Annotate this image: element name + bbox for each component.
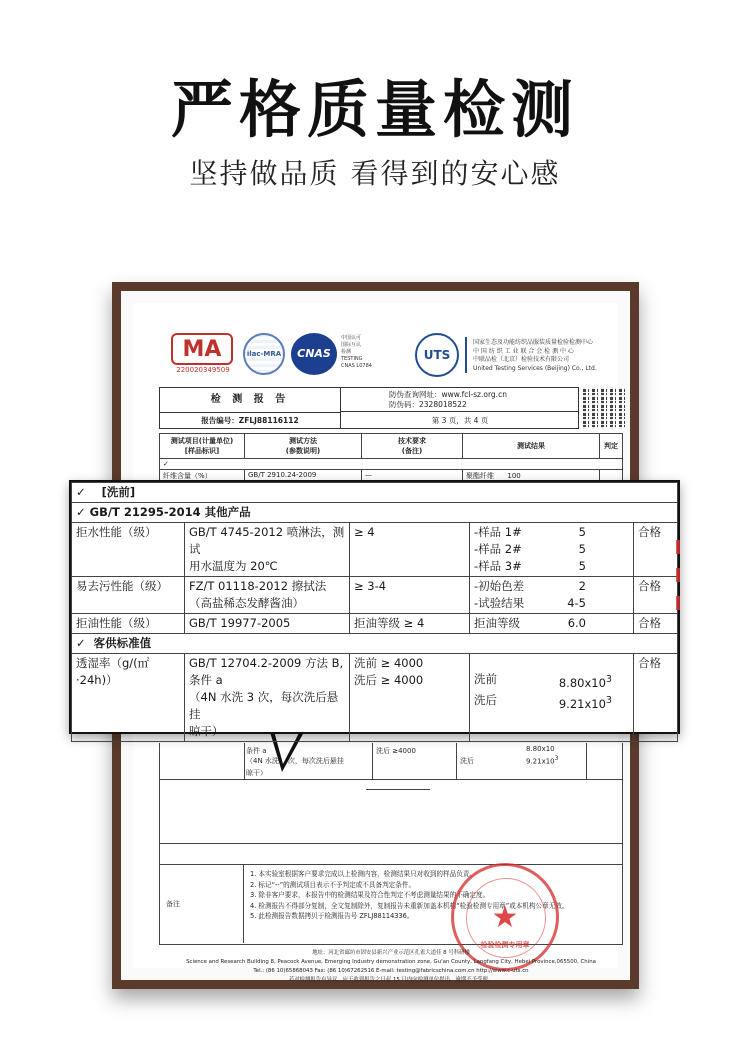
col-header-sub: (参数说明) [285, 447, 321, 455]
bg-after-wash-label: 洗后 [460, 757, 474, 765]
result-value: 5 [578, 525, 586, 539]
cma-mark: MA [171, 333, 233, 365]
col-header-method [245, 434, 362, 459]
callout-table [71, 482, 678, 742]
row-method [185, 654, 350, 742]
table-row [72, 523, 678, 577]
footer-address-cn: 地址：河北省廊坊市固安县新兴产业示范区孔雀大道佳 8 号科研楼 [312, 950, 470, 956]
seal-edge-mark [676, 540, 680, 554]
qr-code-pattern [583, 387, 625, 429]
row-judge: 合格 [634, 654, 678, 742]
page-subtitle: 坚持做品质 看得到的安心感 [189, 157, 561, 190]
cnas-caption [341, 335, 381, 370]
row-results [470, 654, 634, 742]
result-label: 拒油等级 [474, 616, 520, 630]
result-value: 2 [578, 579, 586, 593]
cma-logo [171, 333, 235, 377]
bg-divider [244, 743, 245, 779]
row-method-line: GB/T 12704.2-2009 方法 B, [189, 656, 344, 670]
row-results [470, 577, 634, 614]
uts-org-line: 中 国 纺 织 工 业 联 合 会 检 测 中 心 [473, 347, 574, 355]
cnas-caption-line: 检测 [341, 349, 352, 355]
wash-before-row: ✓ [洗前] [72, 483, 678, 503]
row-judge: 合格 [634, 614, 678, 634]
footer-objection-note: 若对检测报告有异议，应于收到报告之日起 15 日内向检测单位提出，逾期不予受理。 [288, 977, 494, 983]
row-method-line: 条件 a [189, 673, 223, 687]
table-row [72, 577, 678, 614]
col-header-sub: (备注) [401, 447, 423, 455]
row-req: ≥ 3-4 [350, 577, 470, 614]
row-judge: 合格 [634, 523, 678, 577]
col-header-label: 测试方法 [289, 437, 317, 445]
bg-row-method: GB/T 2910.24-2009 [245, 470, 362, 496]
result-exp: 3 [605, 694, 612, 706]
standard-label: GB/T 21295-2014 其他产品 [89, 505, 251, 519]
client-std-label: 客供标准值 [93, 636, 152, 650]
result-value: 5 [578, 559, 586, 573]
seal-edge-mark [676, 568, 680, 582]
cnas-caption-line: 国际互认 [341, 342, 362, 348]
result-line [474, 615, 586, 632]
col-header-judge: 判定 [600, 434, 623, 459]
bg-check-row: ✓ [160, 459, 623, 470]
row-method [185, 577, 350, 614]
page-title: 严格质量检测 [170, 73, 579, 146]
result-line [474, 524, 586, 541]
bg-condition: 条件 a [246, 747, 267, 755]
row-method-line: （高盐稀态发酵酱油） [189, 596, 304, 610]
cma-number: 220020349509 [176, 366, 230, 374]
result-value: 4-5 [567, 596, 586, 610]
result-value: 5 [578, 542, 586, 556]
row-method-line: 用水温度为 20℃ [189, 559, 278, 573]
result-line [474, 692, 612, 713]
row-method-line: FZ/T 01118-2012 擦拭法 [189, 579, 327, 593]
row-method: GB/T 19977-2005 [185, 614, 350, 634]
col-header-sub: [样品标识] [184, 447, 220, 455]
footer-contacts: Tel.: (86 10)65868043 Fax: (86 10)67262516 E-mail: testing@fabricschina.com.cn http://www.c-uts.cn [253, 968, 529, 974]
anti-fake-site: 防伪查询网址：www.fcl-sz.org.cn [389, 390, 507, 399]
col-header-req [362, 434, 463, 459]
cnas-caption-line: CNAS L0784 [341, 363, 372, 369]
result-value [559, 671, 612, 692]
col-header-label: 测试项目(计量单位) [170, 437, 234, 445]
uts-org-line: 中联品检（北京）检验技术有限公司 [473, 356, 570, 363]
result-line [474, 671, 612, 692]
table-row [72, 654, 678, 742]
bg-row-item: 纤维含量（%） [160, 470, 245, 496]
row-item: 拒水性能（级） [72, 523, 185, 577]
bg-row-result-value: 100 [507, 472, 521, 480]
wash-before-label: [洗前] [101, 485, 136, 499]
row-item: 易去污性能（级） [72, 577, 185, 614]
result-value [559, 692, 612, 713]
result-label: -样品 2# [474, 542, 522, 556]
cnas-caption-line: 中国认可 [341, 335, 362, 341]
result-line [474, 595, 586, 612]
table-row [72, 614, 678, 634]
result-label: -试验结果 [474, 596, 525, 610]
result-value-text: 9.21x10 [558, 696, 606, 711]
seal-edge-marks [676, 540, 682, 650]
bg-divider [160, 843, 622, 844]
seal-edge-mark [676, 596, 680, 610]
result-value: 6.0 [567, 616, 586, 630]
uts-org-line: United Testing Services (Beijing) Co., Ltd. [473, 364, 597, 372]
row-req-line: 洗前 ≥ 4000 [354, 656, 424, 670]
ilac-logo: ilac-MRA [243, 333, 285, 375]
row-item: 拒油性能（级） [72, 614, 185, 634]
note-item: 1. 本实验室根据客户要求完成以上检测内容，检测结果只对收到的样品负责。 [250, 870, 476, 878]
row-req [350, 654, 470, 742]
bg-after-wash-req: 洗后 ≥4000 [376, 747, 416, 755]
footer-address-en: Science and Research Building 8, Peacock Avenue, Emerging Industry demonstration zone, Gu'an County, Langfang City, Hebei Province,065500, China [186, 959, 596, 965]
bg-short-rule [366, 789, 430, 790]
row-judge: 合格 [634, 577, 678, 614]
row-req-line: 洗后 ≥ 4000 [354, 673, 424, 687]
bg-row-req: — [362, 470, 463, 496]
report-footer [153, 949, 629, 985]
bg-condition-note: （4N 水洗 3 次，每次洗后悬挂 [246, 757, 344, 765]
row-req: ≥ 4 [350, 523, 470, 577]
bg-condition-note-2: 晾干） [246, 769, 267, 777]
report-header-box [159, 387, 579, 429]
bg-divider [456, 743, 457, 779]
row-req: 拒油等级 ≥ 4 [350, 614, 470, 634]
result-line [474, 558, 586, 575]
result-label: 洗前 [474, 672, 497, 686]
row-results [470, 614, 634, 634]
anti-fake-code: 防伪码：2328018522 [389, 400, 467, 409]
col-header-label: 技术要求 [398, 437, 426, 445]
bg-divider [160, 779, 622, 780]
report-page-info: 第 3 页，共 4 页 [431, 416, 489, 425]
result-line [474, 541, 586, 558]
client-std-row: ✓ 客供标准值 [72, 634, 678, 654]
note-item: 3. 除非客户要求，本报告中的检测结果及符合性判定不考虑测量结果的不确定度。 [250, 891, 490, 899]
bg-after-wash-value-text: 9.21x10 [526, 757, 555, 766]
bg-divider [372, 743, 373, 779]
note-item: 4. 检测报告不得部分复制，全文复制除外，复制报告未重新加盖本机构“检验检测专用章”或本机构公章无效。 [250, 901, 569, 910]
bg-after-wash-exp: 3 [554, 756, 559, 762]
report-title: 检 测 报 告 [160, 388, 341, 413]
cnas-caption-line: TESTING [341, 356, 363, 362]
result-line [474, 578, 586, 595]
result-label: -样品 3# [474, 559, 522, 573]
result-label: -样品 1# [474, 525, 522, 539]
result-exp: 3 [605, 674, 612, 685]
result-value-text: 8.80x10 [558, 675, 606, 690]
notes-list [250, 869, 618, 922]
uts-logo: UTS [415, 333, 459, 377]
col-header-result: 测试结果 [463, 434, 600, 459]
bg-row-result-label: 聚酯纤维 [466, 472, 494, 480]
col-header-item [160, 434, 245, 459]
result-label: -初始色差 [474, 579, 525, 593]
result-label: 洗后 [474, 692, 497, 707]
cnas-logo: CNAS [291, 333, 337, 375]
row-method [185, 523, 350, 577]
bg-after-wash-value-1: 8.80x10 [526, 745, 555, 753]
seal-text: 检验检测专用章 [480, 941, 530, 949]
uts-org-name [473, 339, 633, 373]
standard-row: ✓ GB/T 21295-2014 其他产品 [72, 503, 678, 523]
uts-divider [465, 337, 467, 373]
background-lower-table [159, 743, 623, 865]
row-item: 透湿率（g/(㎡·24h)） [72, 654, 185, 742]
seal-star-icon: ★ [491, 900, 519, 935]
report-number: 报告编号：ZFLJ88116112 [160, 413, 341, 429]
bg-after-wash-value-2 [526, 755, 558, 766]
row-results [470, 523, 634, 577]
notes-label: 备注 [160, 865, 244, 943]
row-method-line: GB/T 4745-2012 喷淋法，测试 [189, 525, 345, 556]
result-spacer [474, 655, 629, 671]
row-method-line: （4N 水洗 3 次，每次洗后悬挂 [189, 690, 339, 721]
note-item: 2. 标记“--”的测试项目表示不予判定或不具备判定条件。 [250, 880, 416, 889]
bg-divider [586, 743, 587, 779]
magnified-results-callout [69, 480, 680, 738]
certification-logos [171, 333, 611, 383]
anti-fake-info [341, 388, 579, 412]
row-method-line: 晾干） [189, 724, 224, 738]
note-item: 5. 此检测报告数据拷贝于检测报告号 ZFLJ88114336。 [250, 912, 414, 920]
uts-org-line: 国家生态及功能纺织品服装质量检验检测中心 [473, 339, 594, 346]
